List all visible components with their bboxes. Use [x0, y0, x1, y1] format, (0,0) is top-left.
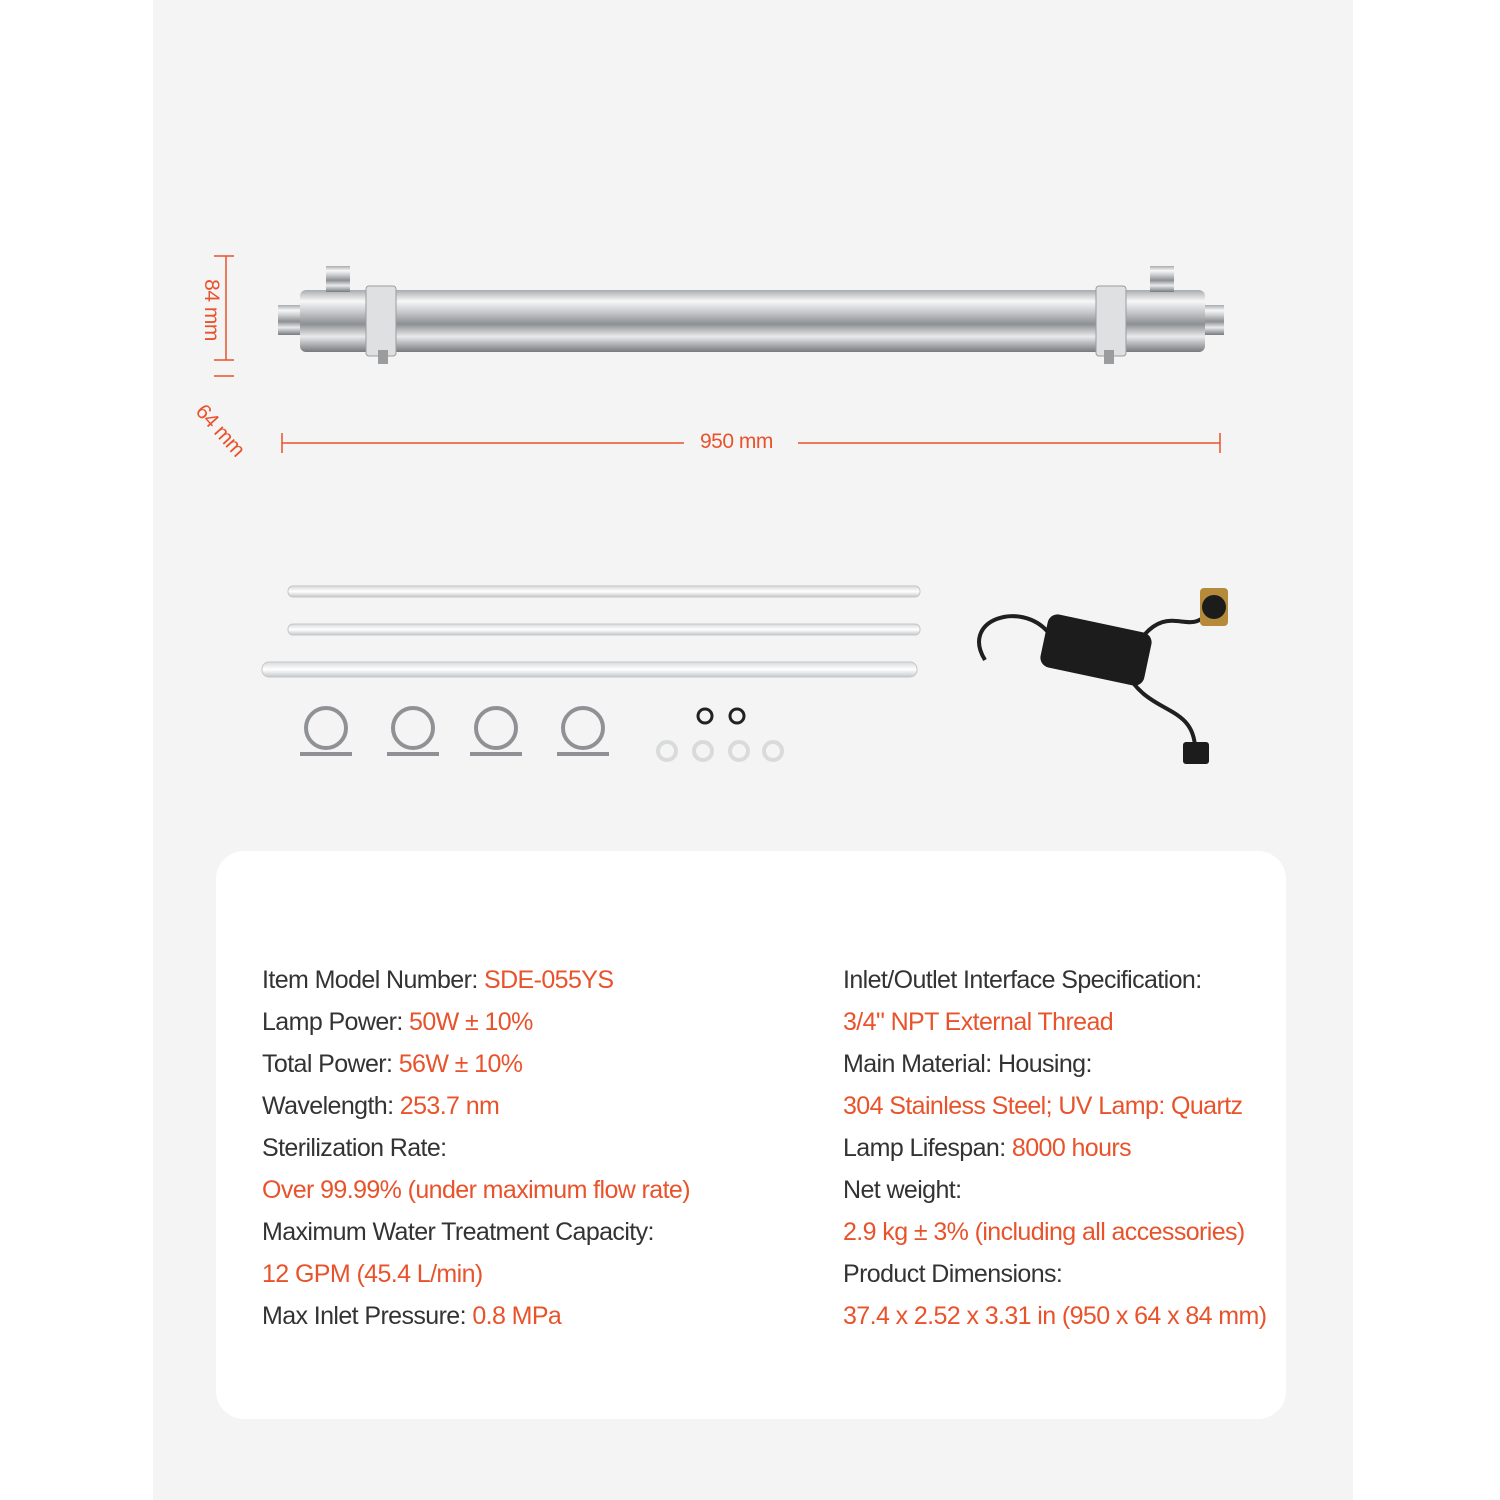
height-dimension-label: 84 mm — [199, 279, 223, 341]
uv-ballast — [979, 588, 1228, 764]
dimension-lines — [214, 256, 1220, 453]
spec-column-left — [262, 959, 690, 1337]
spec-row — [843, 1253, 1266, 1295]
spec-row — [843, 959, 1266, 1001]
spec-label: Lamp Power: — [262, 1008, 410, 1036]
spec-row — [262, 1169, 690, 1211]
spec-row — [843, 1295, 1266, 1337]
spec-row — [843, 1127, 1266, 1169]
spec-label: Wavelength: — [262, 1092, 400, 1120]
spec-row — [843, 1169, 1266, 1211]
spec-row — [262, 1127, 690, 1169]
spec-value: 3/4" NPT External Thread — [843, 1008, 1114, 1036]
length-dimension-label: 950 mm — [700, 430, 773, 453]
spec-row — [262, 959, 690, 1001]
uv-lamps — [262, 586, 920, 677]
spec-label: Main Material: Housing: — [843, 1050, 1092, 1078]
spec-row — [262, 1295, 690, 1337]
spec-value: SDE-055YS — [484, 966, 614, 994]
spec-row — [843, 1085, 1266, 1127]
spec-value: Over 99.99% (under maximum flow rate) — [262, 1176, 690, 1204]
spec-value: 253.7 nm — [399, 1092, 500, 1120]
spec-label: Total Power: — [262, 1050, 399, 1078]
spec-column-right — [843, 959, 1266, 1337]
specification-card — [216, 851, 1286, 1419]
spec-label: Max Inlet Pressure: — [262, 1302, 473, 1330]
spec-label: Inlet/Outlet Interface Specification: — [843, 966, 1202, 994]
spec-label: Sterilization Rate: — [262, 1134, 447, 1162]
spec-label: Item Model Number: — [262, 966, 485, 994]
o-rings — [658, 709, 782, 760]
uv-sterilizer-housing — [278, 266, 1224, 364]
spec-value: 2.9 kg ± 3% (including all accessories) — [843, 1218, 1245, 1246]
spec-row — [843, 1211, 1266, 1253]
mounting-clamps — [300, 708, 609, 754]
spec-row — [262, 1001, 690, 1043]
spec-row — [262, 1043, 690, 1085]
spec-label: Maximum Water Treatment Capacity: — [262, 1218, 654, 1246]
spec-value: 304 Stainless Steel; UV Lamp: Quartz — [843, 1092, 1243, 1120]
spec-value: 8000 hours — [1011, 1134, 1132, 1162]
spec-label: Lamp Lifespan: — [843, 1134, 1012, 1162]
spec-row — [262, 1253, 690, 1295]
spec-row — [843, 1043, 1266, 1085]
depth-dimension-label: 64 mm — [190, 400, 250, 462]
spec-value: 50W ± 10% — [409, 1008, 533, 1036]
spec-value: 56W ± 10% — [398, 1050, 523, 1078]
spec-value: 0.8 MPa — [472, 1302, 562, 1330]
spec-row — [843, 1001, 1266, 1043]
spec-row — [262, 1211, 690, 1253]
spec-value: 12 GPM (45.4 L/min) — [262, 1260, 483, 1288]
spec-label: Net weight: — [843, 1176, 962, 1204]
spec-value: 37.4 x 2.52 x 3.31 in (950 x 64 x 84 mm) — [843, 1302, 1267, 1330]
spec-row — [262, 1085, 690, 1127]
spec-label: Product Dimensions: — [843, 1260, 1063, 1288]
